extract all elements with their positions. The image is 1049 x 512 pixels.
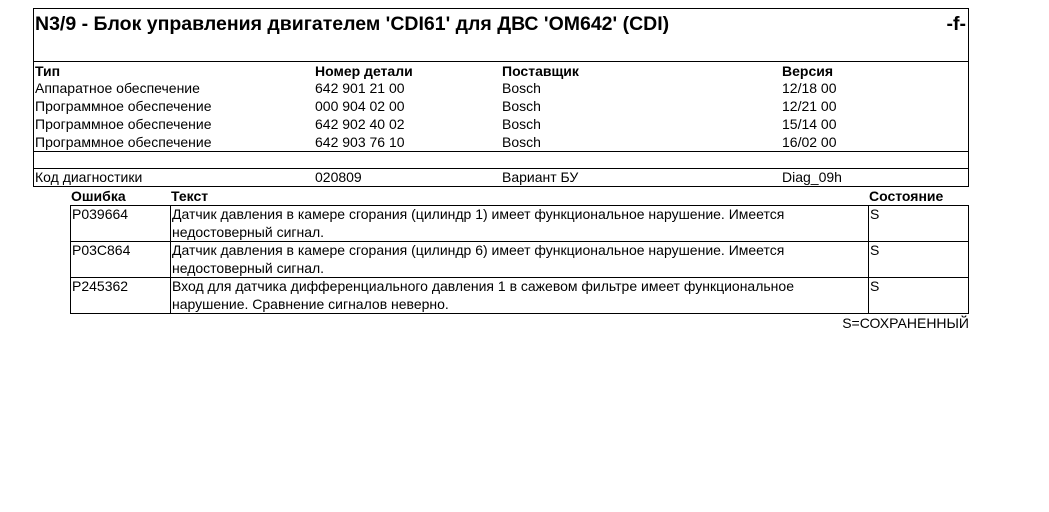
info-row	[34, 133, 968, 151]
info-version: 16/02 00	[782, 134, 837, 150]
ecu-info-table	[33, 61, 969, 187]
col-type-header: Тип	[35, 63, 61, 79]
state-legend: S=СОХРАНЕННЫЙ	[842, 315, 969, 331]
table-row	[70, 242, 969, 278]
col-part-number-header: Номер детали	[315, 63, 413, 79]
info-version: 12/21 00	[782, 98, 837, 114]
diag-code-value: 020809	[315, 169, 362, 185]
table-row	[70, 278, 969, 314]
diag-code-label: Код диагностики	[35, 169, 143, 185]
info-part-number: 642 902 40 02	[315, 116, 405, 132]
info-version: 15/14 00	[782, 116, 837, 132]
info-type: Программное обеспечение	[35, 98, 212, 114]
info-row	[34, 97, 968, 115]
col-state-header: Состояние	[869, 188, 944, 204]
fault-text: Датчик давления в камере сгорания (цилиндр 1) имеет функциональное нарушение. Имеется недостоверный сигнал.	[171, 206, 869, 241]
divider	[34, 151, 968, 152]
info-part-number: 642 903 76 10	[315, 134, 405, 150]
fault-header-row	[70, 188, 969, 205]
fault-state: S	[870, 278, 880, 294]
ecu-report	[33, 8, 969, 187]
col-fault-header: Ошибка	[71, 188, 126, 204]
page-title: N3/9 - Блок управления двигателем 'CDI61' для ДВС 'OM642' (CDI)	[35, 13, 670, 35]
fault-state: S	[870, 242, 880, 258]
col-supplier-header: Поставщик	[502, 63, 579, 79]
col-version-header: Версия	[782, 63, 834, 79]
ecu-variant-label: Вариант БУ	[502, 169, 579, 185]
title-box	[33, 8, 969, 61]
info-header-row	[34, 62, 968, 80]
info-row	[34, 115, 968, 133]
fault-code: P039664	[71, 206, 171, 241]
info-type: Программное обеспечение	[35, 116, 212, 132]
col-text-header: Текст	[171, 188, 209, 204]
info-supplier: Bosch	[502, 80, 541, 96]
fault-code: P03C864	[71, 242, 171, 277]
info-part-number: 000 904 02 00	[315, 98, 405, 114]
info-type: Программное обеспечение	[35, 134, 212, 150]
diag-row	[34, 168, 968, 186]
info-row	[34, 79, 968, 97]
fault-text: Датчик давления в камере сгорания (цилиндр 6) имеет функциональное нарушение. Имеется недостоверный сигнал.	[171, 242, 869, 277]
info-version: 12/18 00	[782, 80, 837, 96]
fault-table	[70, 188, 969, 314]
fault-state: S	[870, 206, 880, 222]
info-supplier: Bosch	[502, 116, 541, 132]
fault-text: Вход для датчика дифференциального давления 1 в сажевом фильтре имеет функциональное нарушение. Сравнение сигналов неверно.	[171, 278, 869, 313]
title-flag: -f-	[946, 13, 966, 35]
ecu-variant-value: Diag_09h	[782, 169, 842, 185]
table-row	[70, 205, 969, 242]
info-part-number: 642 901 21 00	[315, 80, 405, 96]
fault-code: P245362	[71, 278, 171, 313]
info-type: Аппаратное обеспечение	[35, 80, 200, 96]
info-supplier: Bosch	[502, 98, 541, 114]
info-supplier: Bosch	[502, 134, 541, 150]
